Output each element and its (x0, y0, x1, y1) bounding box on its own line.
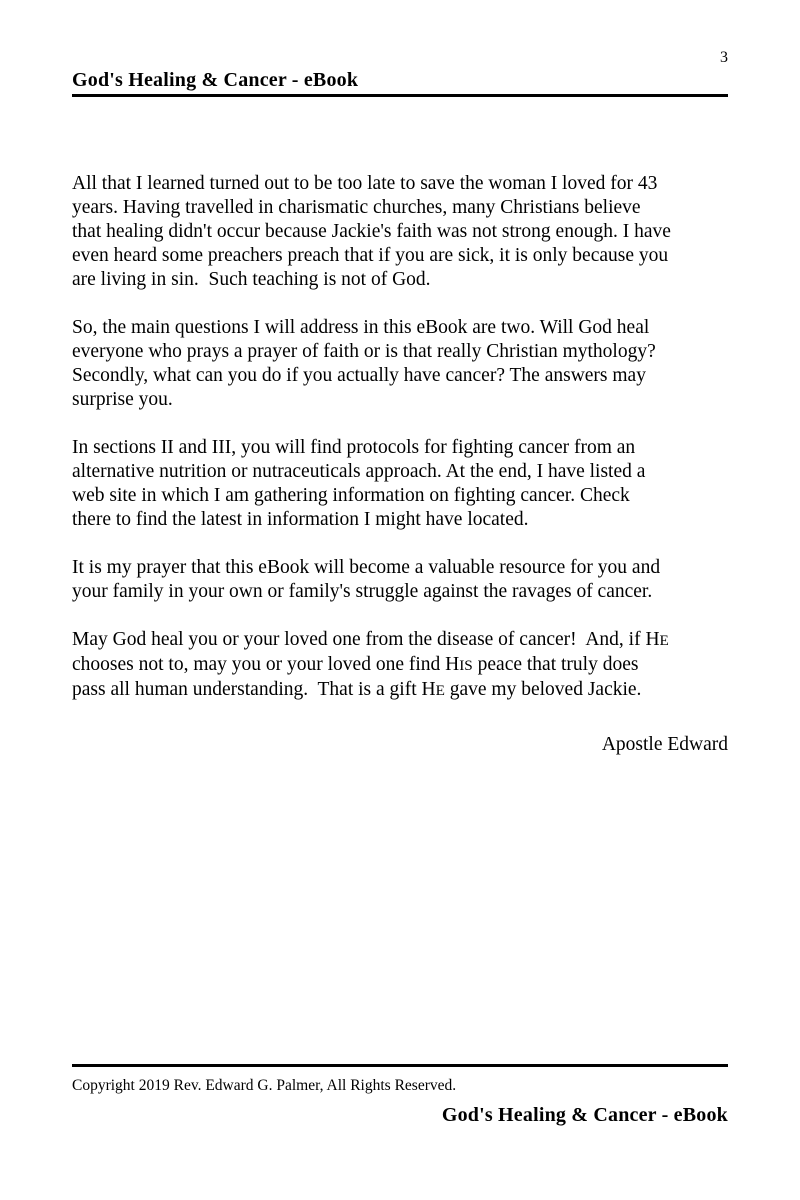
small-caps-text: IS (459, 657, 473, 674)
small-caps-text: E (659, 632, 669, 649)
text-line: your family in your own or family's struggle against the ravages of cancer. (72, 581, 653, 602)
footer-title: God's Healing & Cancer - eBook (441, 1104, 728, 1126)
text-line: even heard some preachers preach that if you are sick, it is only because you (72, 245, 669, 266)
text-line: Secondly, what can you do if you actually have cancer? The answers may (72, 365, 646, 386)
text-line: pass all human understanding. That is a gift HE gave my beloved Jackie. (72, 679, 642, 700)
document-body (72, 172, 728, 703)
signature: Apostle Edward (601, 734, 728, 755)
paragraph (72, 556, 728, 604)
text-line: that healing didn't occur because Jackie's faith was not strong enough. I have (72, 221, 671, 242)
text-line: It is my prayer that this eBook will become a valuable resource for you and (72, 557, 661, 578)
page-number: 3 (720, 49, 728, 66)
text-line: are living in sin. Such teaching is not of God. (72, 269, 431, 290)
page-header (72, 48, 728, 97)
paragraph (72, 436, 728, 532)
text-line: So, the main questions I will address in this eBook are two. Will God heal (72, 317, 650, 338)
paragraph (72, 172, 728, 292)
paragraph (72, 316, 728, 412)
text-line: surprise you. (72, 389, 173, 410)
text-line: there to find the latest in information I might have located. (72, 509, 529, 530)
small-caps-text: E (435, 682, 445, 699)
text-line: In sections II and III, you will find protocols for fighting cancer from an (72, 437, 636, 458)
header-title: God's Healing & Cancer - eBook (72, 68, 728, 97)
text-line: web site in which I am gathering information on fighting cancer. Check (72, 485, 630, 506)
page-footer (72, 1064, 728, 1127)
text-line: years. Having travelled in charismatic churches, many Christians believe (72, 197, 641, 218)
text-line: chooses not to, may you or your loved one find HIS peace that truly does (72, 654, 639, 675)
text-line: May God heal you or your loved one from the disease of cancer! And, if HE (72, 629, 669, 650)
copyright-line: Copyright 2019 Rev. Edward G. Palmer, All Rights Reserved. (72, 1077, 457, 1094)
text-line: everyone who prays a prayer of faith or is that really Christian mythology? (72, 341, 656, 362)
text-line: alternative nutrition or nutraceuticals approach. At the end, I have listed a (72, 461, 646, 482)
text-line: All that I learned turned out to be too late to save the woman I loved for 43 (72, 173, 658, 194)
paragraph (72, 628, 728, 703)
